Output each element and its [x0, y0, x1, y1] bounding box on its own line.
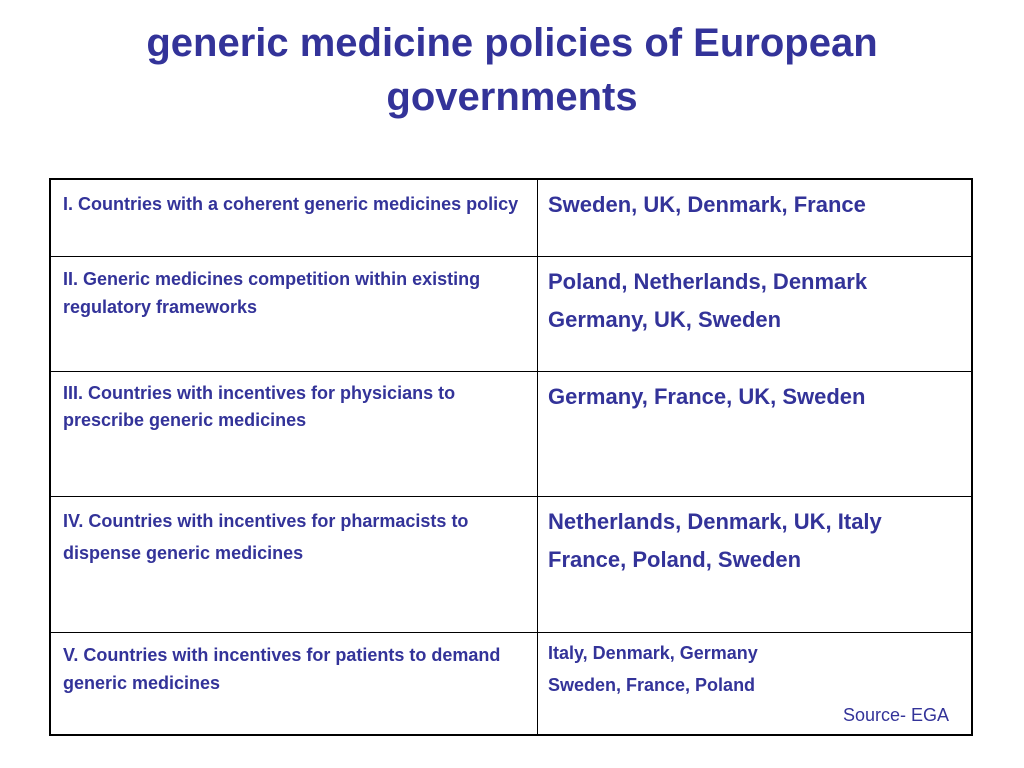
category-cell: I. Countries with a coherent generic medicines policy	[50, 179, 538, 256]
policy-table	[49, 178, 973, 736]
table-row	[50, 179, 972, 256]
countries-cell	[538, 496, 973, 632]
category-cell: II. Generic medicines competition within existing regulatory frameworks	[50, 256, 538, 371]
category-cell: III. Countries with incentives for physicians to prescribe generic medicines	[50, 371, 538, 496]
table-row	[50, 371, 972, 496]
countries-line: Italy, Denmark, Germany	[548, 642, 758, 663]
category-cell: IV. Countries with incentives for pharmacists to dispense generic medicines	[50, 496, 538, 632]
table-row	[50, 632, 972, 735]
table-row	[50, 496, 972, 632]
countries-line: France, Poland, Sweden	[548, 546, 802, 572]
countries-cell	[538, 632, 973, 735]
slide-title: generic medicine policies of European governments	[146, 21, 878, 119]
countries-line: Germany, UK, Sweden	[548, 306, 782, 332]
source-note: Source- EGA	[842, 704, 949, 725]
countries-cell	[538, 256, 973, 371]
countries-line: Netherlands, Denmark, UK, Italy	[548, 508, 882, 534]
countries-cell	[538, 179, 973, 256]
countries-line: Sweden, France, Poland	[548, 674, 756, 695]
countries-line: Poland, Netherlands, Denmark	[548, 268, 868, 294]
countries-line: Germany, France, UK, Sweden	[548, 383, 866, 409]
table-row	[50, 256, 972, 371]
countries-cell	[538, 371, 973, 496]
countries-line: Sweden, UK, Denmark, France	[548, 192, 866, 217]
category-cell: V. Countries with incentives for patients to demand generic medicines	[50, 632, 538, 735]
